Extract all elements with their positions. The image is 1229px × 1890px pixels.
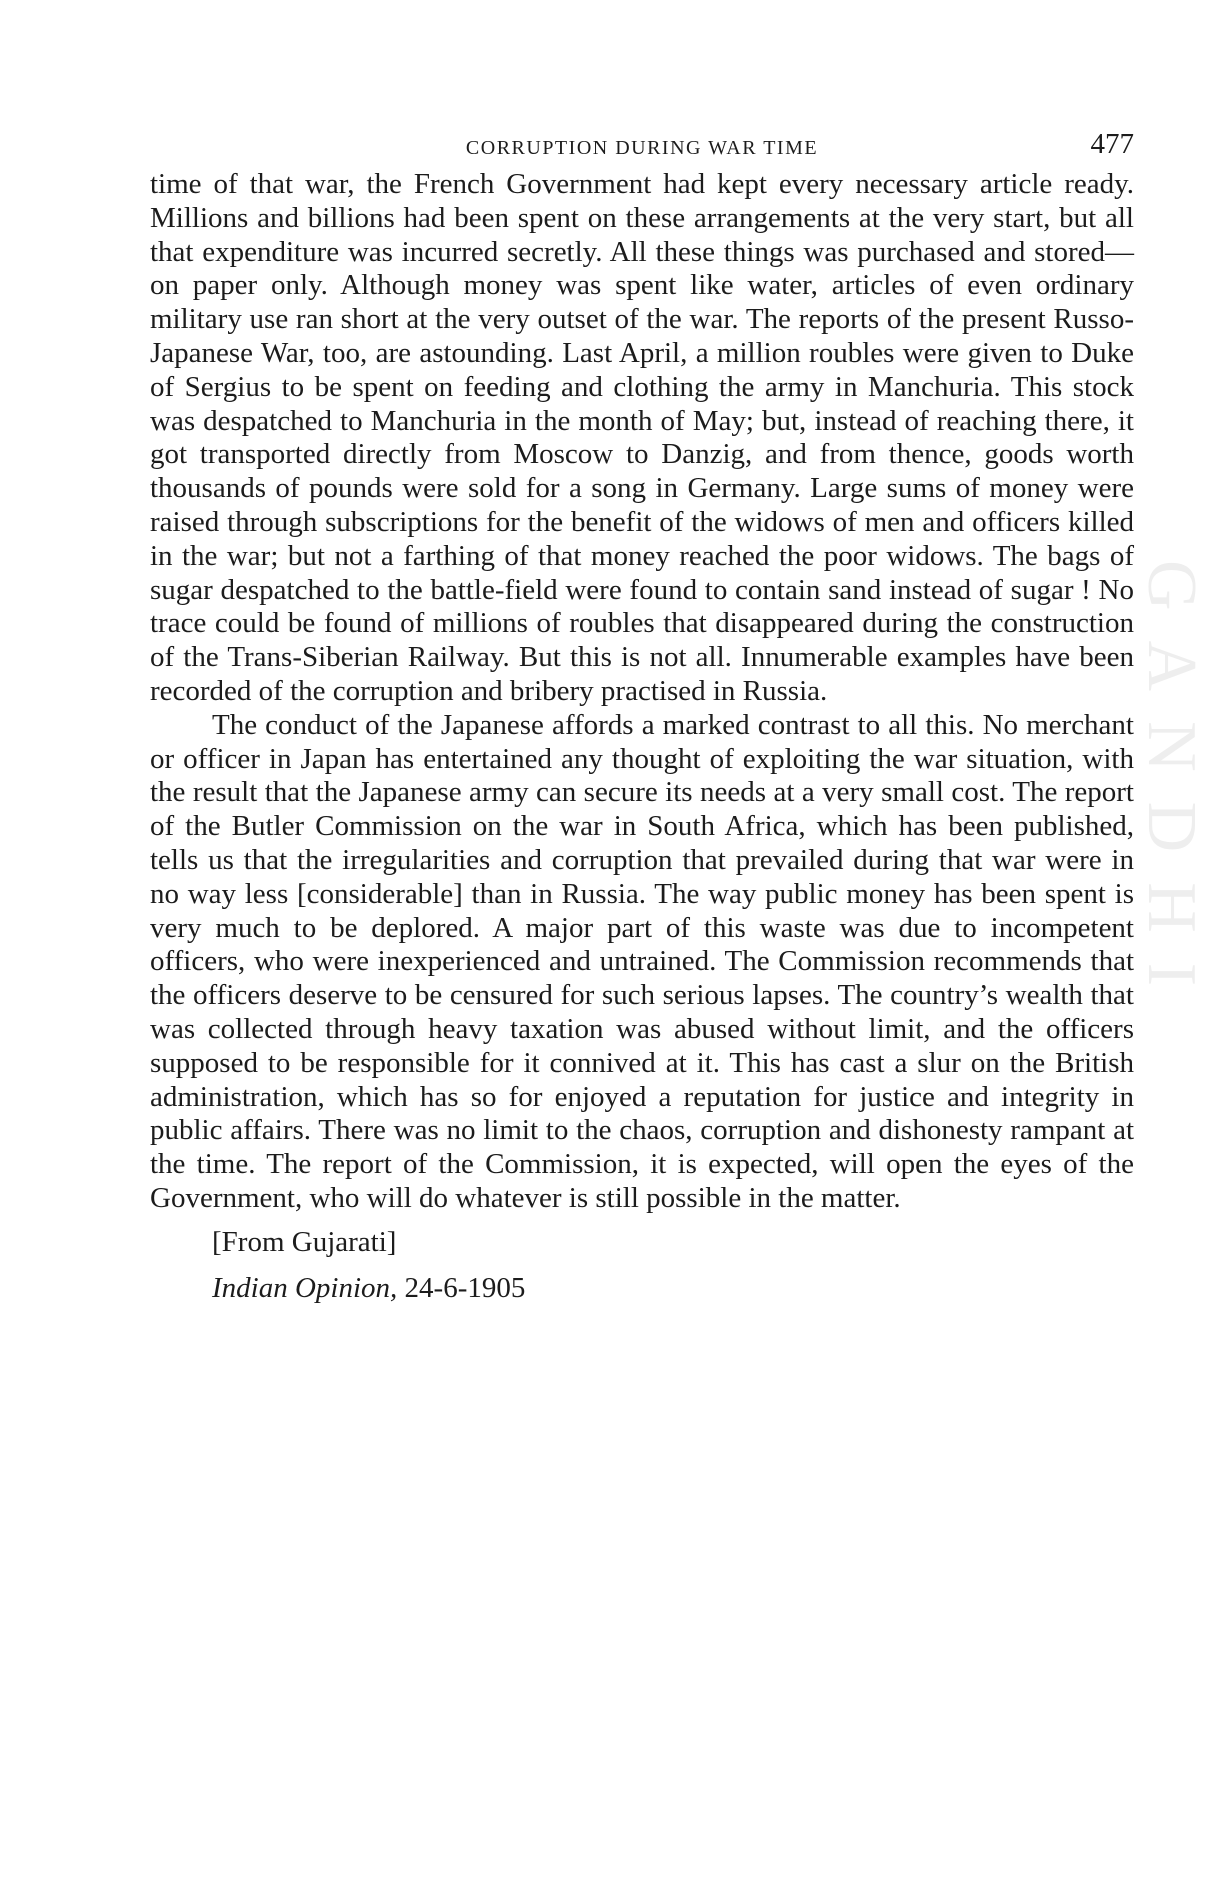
paragraph-continued: time of that war, the French Government had kept every necessary article ready. Millions and billions had been spent on these arrangements at the very start, but all that expenditure was incurred secretly. All these things was purchased and stored—on paper only. Although money was spent like water, articles of even ordinary military use ran short at the very outset of the war. The reports of the present Russo-Japanese War, too, are astounding. Last April, a million roubles were given to Duke of Sergius to be spent on feeding and clothing the army in Manchuria. This stock was despatched to Manchuria in the month of May; but, instead of reaching there, it got transported directly from Moscow to Danzig, and from thence, goods worth thousands of pounds were sold for a song in Germany. Large sums of money were raised through subscriptions for the benefit of the widows of men and officers killed in the war; but not a farthing of that money reached the poor widows. The bags of sugar despatched to the battle-field were found to contain sand instead of sugar ! No trace could be found of millions of roubles that disappeared during the construction of the Trans-Siberian Railway. But this is not all. Innumerable examples have been recorded of the corruption and bribery practised in Russia. [150,168,1134,707]
document-page [150,128,1134,1305]
publication-date: 24-6-1905 [404,1271,526,1304]
running-title: CORRUPTION DURING WAR TIME [465,137,819,159]
body-text [150,168,1134,1216]
source-note: [From Gujarati] [212,1225,397,1258]
paragraph: The conduct of the Japanese affords a marked contrast to all this. No merchant or officer in Japan has entertained any thought of exploiting the war situation, with the result that the Japanese army can secure its needs at a very small cost. The report of the Butler Commission on the war in South Africa, which has been published, tells us that the irregularities and corruption that prevailed during that war were in no way less [considerable] than in Russia. The way public money has been spent is very much to be deplored. A major part of this waste was due to incompetent officers, who were inexperienced and untrained. The Commission recommends that the officers deserve to be censured for such serious lapses. The country’s wealth that was collected through heavy taxation was abused without limit, and the officers supposed to be responsible for it connived at it. This has cast a slur on the British administration, which has so for enjoyed a reputation for justice and integrity in public affairs. There was no limit to the chaos, corruption and dishonesty rampant at the time. The report of the Commission, it is expected, will open the eyes of the Government, who will do whatever is still possible in the matter. [150,708,1134,1214]
page-number: 477 [1090,128,1134,160]
publication-title: Indian Opinion, [212,1271,398,1304]
citation [212,1272,1134,1306]
watermark: GANDHI [1133,560,1210,1017]
running-head [150,128,1134,168]
